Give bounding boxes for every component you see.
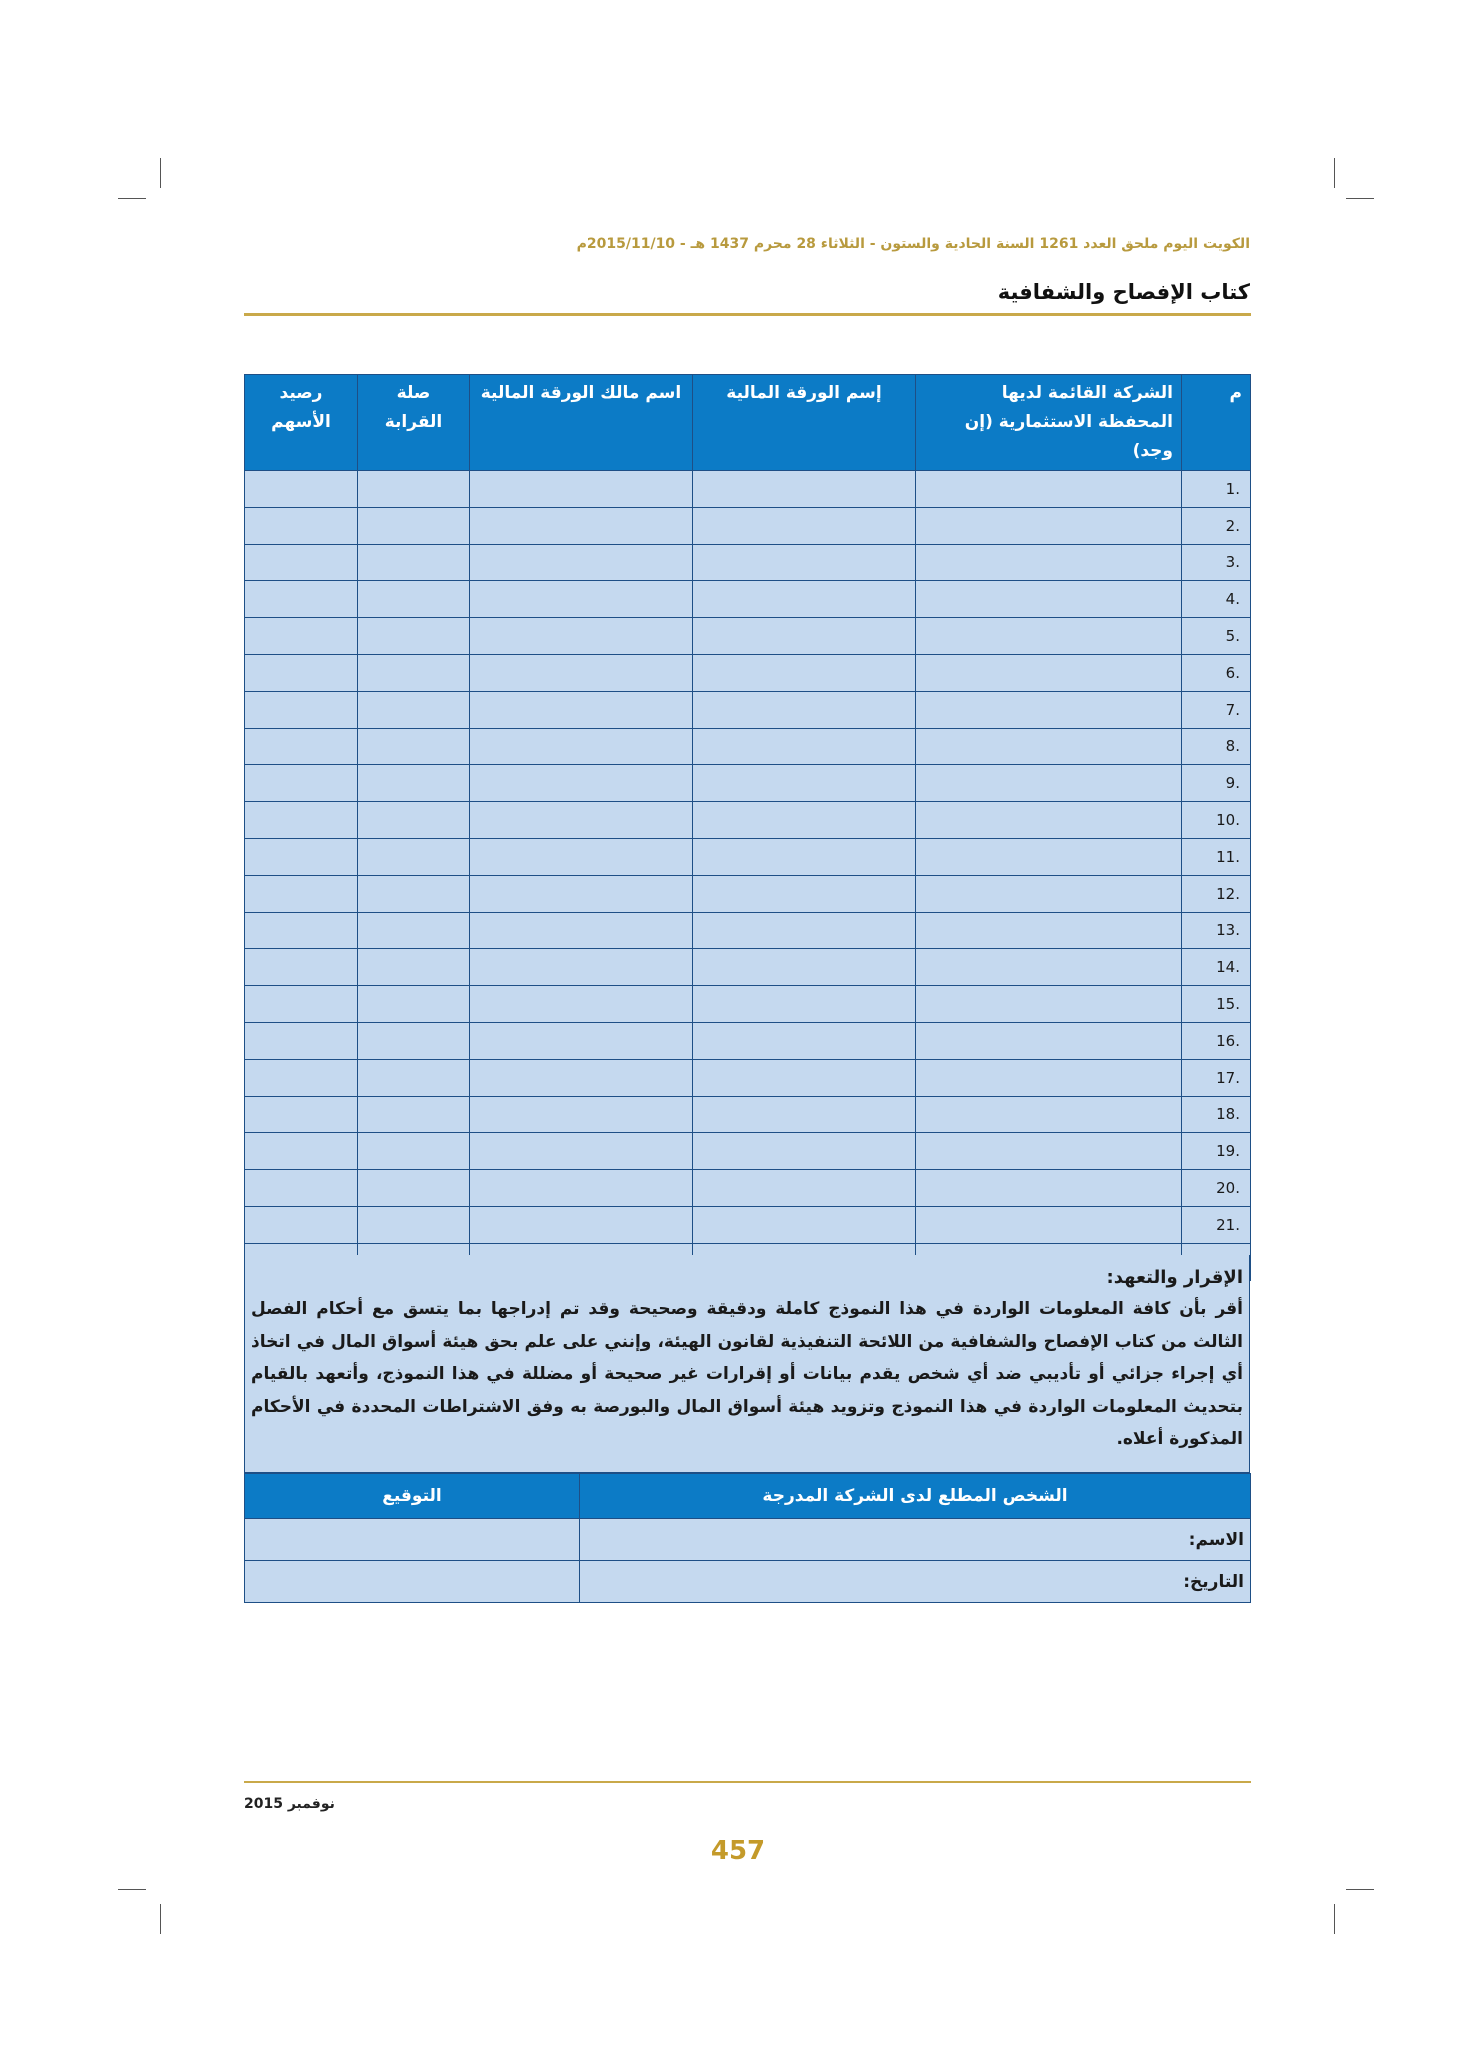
relationship-cell[interactable] — [358, 1133, 470, 1170]
row-number: .19 — [1182, 1133, 1251, 1170]
owner-name-cell[interactable] — [470, 471, 693, 508]
company-cell[interactable] — [916, 1022, 1182, 1059]
owner-name-cell[interactable] — [470, 544, 693, 581]
company-cell[interactable] — [916, 507, 1182, 544]
security-name-cell[interactable] — [693, 765, 916, 802]
share-balance-cell[interactable] — [245, 1022, 358, 1059]
crop-mark — [160, 158, 161, 188]
table-row — [245, 1206, 1251, 1243]
share-balance-cell[interactable] — [245, 618, 358, 655]
security-name-cell[interactable] — [693, 654, 916, 691]
col-header-share-balance: رصيد الأسهم — [245, 375, 358, 471]
company-cell[interactable] — [916, 544, 1182, 581]
security-name-cell[interactable] — [693, 802, 916, 839]
company-cell[interactable] — [916, 654, 1182, 691]
row-number: .18 — [1182, 1096, 1251, 1133]
crop-mark — [1346, 198, 1374, 199]
security-name-cell[interactable] — [693, 581, 916, 618]
running-head: الكويت اليوم ملحق العدد 1261 السنة الحادية والستون - الثلاثاء 28 محرم 1437 هـ - 2015/11/10م — [576, 236, 1250, 252]
company-cell[interactable] — [916, 1059, 1182, 1096]
table-row — [245, 986, 1251, 1023]
owner-name-cell[interactable] — [470, 838, 693, 875]
share-balance-cell[interactable] — [245, 875, 358, 912]
table-row — [245, 949, 1251, 986]
company-cell[interactable] — [916, 728, 1182, 765]
owner-name-cell[interactable] — [470, 912, 693, 949]
table-row — [245, 581, 1251, 618]
owner-name-cell[interactable] — [470, 728, 693, 765]
table-row — [245, 471, 1251, 508]
share-balance-cell[interactable] — [245, 802, 358, 839]
row-number: .5 — [1182, 618, 1251, 655]
row-number: .3 — [1182, 544, 1251, 581]
table-row — [245, 544, 1251, 581]
owner-name-cell[interactable] — [470, 802, 693, 839]
company-cell[interactable] — [916, 691, 1182, 728]
holdings-table — [244, 374, 1251, 1281]
footer-rule — [244, 1781, 1251, 1783]
security-name-cell[interactable] — [693, 544, 916, 581]
security-name-cell[interactable] — [693, 875, 916, 912]
relationship-cell[interactable] — [358, 1170, 470, 1207]
security-name-cell[interactable] — [693, 912, 916, 949]
security-name-cell[interactable] — [693, 618, 916, 655]
share-balance-cell[interactable] — [245, 1059, 358, 1096]
page-number: 457 — [710, 1836, 766, 1866]
share-balance-cell[interactable] — [245, 728, 358, 765]
name-field[interactable]: الاسم: — [580, 1519, 1251, 1561]
security-name-cell[interactable] — [693, 1133, 916, 1170]
col-header-index: م — [1182, 375, 1251, 471]
relationship-cell[interactable] — [358, 875, 470, 912]
security-name-cell[interactable] — [693, 986, 916, 1023]
security-name-cell[interactable] — [693, 728, 916, 765]
row-number: .14 — [1182, 949, 1251, 986]
owner-name-cell[interactable] — [470, 654, 693, 691]
share-balance-cell[interactable] — [245, 986, 358, 1023]
share-balance-cell[interactable] — [245, 581, 358, 618]
col-header-owner-name: اسم مالك الورقة المالية — [470, 375, 693, 471]
declaration-text: أقر بأن كافة المعلومات الواردة في هذا النموذج كاملة ودقيقة وصحيحة وقد تم إدراجها بما يتسق مع أحكام الفصل الثالث من كتاب الإفصاح والشفافية من اللائحة التنفيذية لقانون الهيئة، وإنني على علم بحق هيئة أسواق المال في اتخاذ أي إجراء جزائي أو تأديبي ضد أي شخص يقدم بيانات أو إقرارات غير صحيحة أو مضللة في هذا النموذج، وأتعهد بالقيام بتحديث المعلومات الواردة في هذا النموذج وتزويد هيئة أسواق المال والبورصة به وفق الاشتراطات المحددة في الأحكام المذكورة أعلاه. — [251, 1299, 1243, 1449]
security-name-cell[interactable] — [693, 838, 916, 875]
row-number: .13 — [1182, 912, 1251, 949]
row-number: .17 — [1182, 1059, 1251, 1096]
relationship-cell[interactable] — [358, 581, 470, 618]
table-row — [245, 728, 1251, 765]
table-row — [245, 618, 1251, 655]
crop-mark — [1334, 158, 1335, 188]
relationship-cell[interactable] — [358, 1022, 470, 1059]
table-row — [245, 691, 1251, 728]
owner-name-cell[interactable] — [470, 1022, 693, 1059]
crop-mark — [1346, 1889, 1374, 1890]
owner-name-cell[interactable] — [470, 1170, 693, 1207]
company-cell[interactable] — [916, 912, 1182, 949]
owner-name-cell[interactable] — [470, 986, 693, 1023]
company-cell[interactable] — [916, 618, 1182, 655]
crop-mark — [118, 198, 146, 199]
company-cell[interactable] — [916, 581, 1182, 618]
share-balance-cell[interactable] — [245, 471, 358, 508]
row-number: .15 — [1182, 986, 1251, 1023]
share-balance-cell[interactable] — [245, 691, 358, 728]
company-cell[interactable] — [916, 875, 1182, 912]
relationship-cell[interactable] — [358, 507, 470, 544]
col-header-relationship: صلة القرابة — [358, 375, 470, 471]
relationship-cell[interactable] — [358, 986, 470, 1023]
row-number: .11 — [1182, 838, 1251, 875]
relationship-cell[interactable] — [358, 544, 470, 581]
row-number: .2 — [1182, 507, 1251, 544]
share-balance-cell[interactable] — [245, 507, 358, 544]
table-header-row — [245, 375, 1251, 471]
row-number: .21 — [1182, 1206, 1251, 1243]
security-name-cell[interactable] — [693, 1170, 916, 1207]
company-cell[interactable] — [916, 1096, 1182, 1133]
relationship-cell[interactable] — [358, 618, 470, 655]
relationship-cell[interactable] — [358, 471, 470, 508]
company-cell[interactable] — [916, 1206, 1182, 1243]
security-name-cell[interactable] — [693, 1059, 916, 1096]
date-signature-field[interactable] — [245, 1561, 580, 1603]
table-row — [245, 1059, 1251, 1096]
security-name-cell[interactable] — [693, 1096, 916, 1133]
owner-name-cell[interactable] — [470, 1133, 693, 1170]
relationship-cell[interactable] — [358, 654, 470, 691]
crop-mark — [160, 1904, 161, 1934]
declaration-box — [244, 1255, 1250, 1473]
relationship-cell[interactable] — [358, 1206, 470, 1243]
company-cell[interactable] — [916, 1170, 1182, 1207]
share-balance-cell[interactable] — [245, 838, 358, 875]
row-number: .8 — [1182, 728, 1251, 765]
share-balance-cell[interactable] — [245, 654, 358, 691]
row-number: .16 — [1182, 1022, 1251, 1059]
company-cell[interactable] — [916, 802, 1182, 839]
col-header-security-name: إسم الورقة المالية — [693, 375, 916, 471]
share-balance-cell[interactable] — [245, 1096, 358, 1133]
table-row — [245, 507, 1251, 544]
row-number: .9 — [1182, 765, 1251, 802]
relationship-cell[interactable] — [358, 949, 470, 986]
company-cell[interactable] — [916, 949, 1182, 986]
relationship-cell[interactable] — [358, 691, 470, 728]
signature-table — [244, 1473, 1251, 1603]
header-rule — [244, 313, 1251, 316]
share-balance-cell[interactable] — [245, 1206, 358, 1243]
owner-name-cell[interactable] — [470, 507, 693, 544]
owner-name-cell[interactable] — [470, 1059, 693, 1096]
security-name-cell[interactable] — [693, 1022, 916, 1059]
security-name-cell[interactable] — [693, 507, 916, 544]
row-number: .6 — [1182, 654, 1251, 691]
declaration-title: الإقرار والتعهد: — [1106, 1267, 1243, 1288]
relationship-cell[interactable] — [358, 802, 470, 839]
share-balance-cell[interactable] — [245, 765, 358, 802]
name-signature-field[interactable] — [245, 1519, 580, 1561]
table-row — [245, 1096, 1251, 1133]
table-row — [245, 838, 1251, 875]
table-row — [245, 1133, 1251, 1170]
owner-name-cell[interactable] — [470, 765, 693, 802]
col-header-company: الشركة القائمة لديها المحفظة الاستثمارية (إن وجد) — [916, 375, 1182, 471]
company-cell[interactable] — [916, 1133, 1182, 1170]
table-row — [245, 875, 1251, 912]
security-name-cell[interactable] — [693, 1206, 916, 1243]
row-number: .10 — [1182, 802, 1251, 839]
table-row — [245, 802, 1251, 839]
row-number: .7 — [1182, 691, 1251, 728]
row-number: .12 — [1182, 875, 1251, 912]
row-number: .4 — [1182, 581, 1251, 618]
relationship-cell[interactable] — [358, 912, 470, 949]
section-title: كتاب الإفصاح والشفافية — [997, 280, 1250, 304]
footer-date: نوفمبر 2015 — [244, 1796, 335, 1812]
owner-name-cell[interactable] — [470, 875, 693, 912]
relationship-cell[interactable] — [358, 765, 470, 802]
company-cell[interactable] — [916, 765, 1182, 802]
table-row — [245, 1022, 1251, 1059]
share-balance-cell[interactable] — [245, 1133, 358, 1170]
table-row — [245, 912, 1251, 949]
security-name-cell[interactable] — [693, 949, 916, 986]
owner-name-cell[interactable] — [470, 1096, 693, 1133]
crop-mark — [1334, 1904, 1335, 1934]
owner-name-cell[interactable] — [470, 691, 693, 728]
insider-person-header: الشخص المطلع لدى الشركة المدرجة — [580, 1474, 1251, 1519]
date-field[interactable]: التاريخ: — [580, 1561, 1251, 1603]
company-cell[interactable] — [916, 471, 1182, 508]
share-balance-cell[interactable] — [245, 544, 358, 581]
owner-name-cell[interactable] — [470, 581, 693, 618]
owner-name-cell[interactable] — [470, 949, 693, 986]
company-cell[interactable] — [916, 986, 1182, 1023]
crop-mark — [118, 1889, 146, 1890]
table-row — [245, 765, 1251, 802]
owner-name-cell[interactable] — [470, 1206, 693, 1243]
table-row — [245, 654, 1251, 691]
share-balance-cell[interactable] — [245, 912, 358, 949]
relationship-cell[interactable] — [358, 1096, 470, 1133]
security-name-cell[interactable] — [693, 471, 916, 508]
share-balance-cell[interactable] — [245, 949, 358, 986]
security-name-cell[interactable] — [693, 691, 916, 728]
row-number: .1 — [1182, 471, 1251, 508]
relationship-cell[interactable] — [358, 1059, 470, 1096]
signature-header: التوقيع — [245, 1474, 580, 1519]
owner-name-cell[interactable] — [470, 618, 693, 655]
table-row — [245, 1170, 1251, 1207]
relationship-cell[interactable] — [358, 728, 470, 765]
relationship-cell[interactable] — [358, 838, 470, 875]
share-balance-cell[interactable] — [245, 1170, 358, 1207]
company-cell[interactable] — [916, 838, 1182, 875]
row-number: .20 — [1182, 1170, 1251, 1207]
